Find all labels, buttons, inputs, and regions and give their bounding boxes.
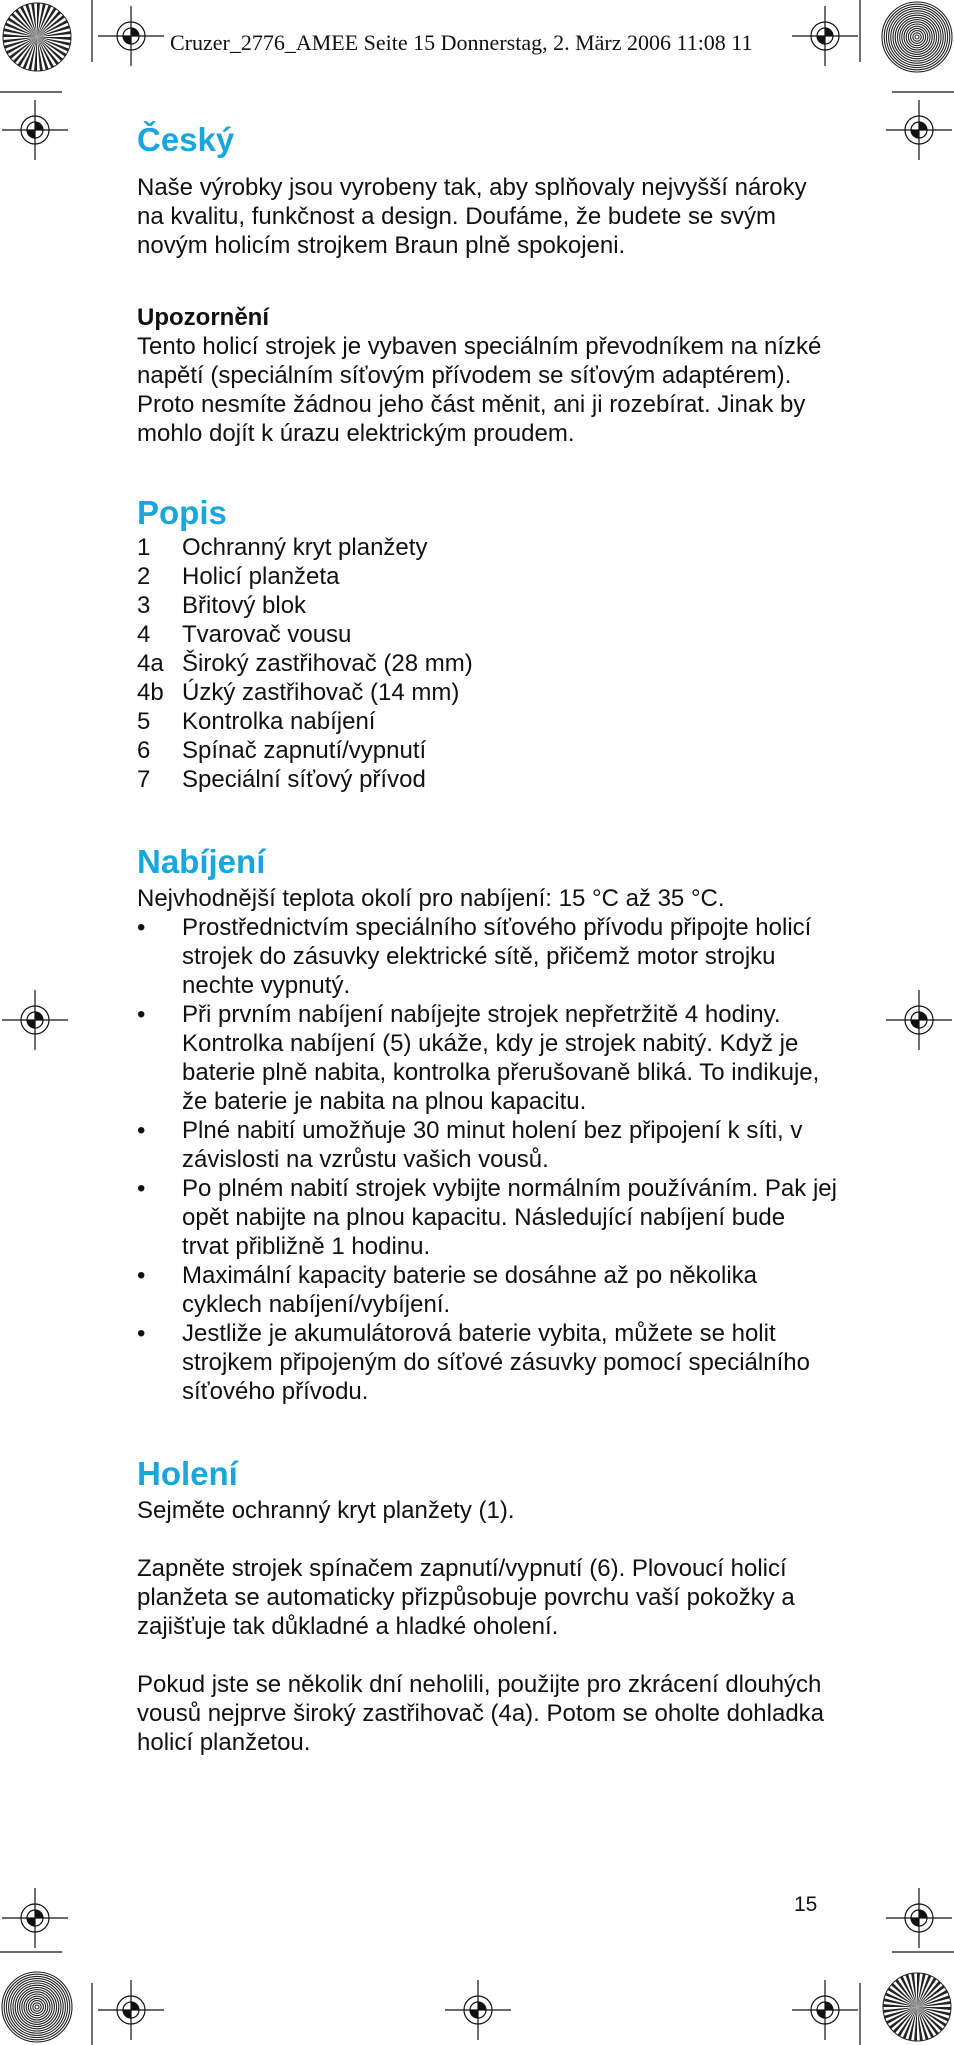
crosshair-mark-right-middle bbox=[884, 990, 954, 1050]
crosshair-mark-bottom-center bbox=[443, 1980, 513, 2040]
section-title-popis: Popis bbox=[137, 494, 227, 531]
section-title-cesky: Český bbox=[137, 121, 235, 158]
item-number: 3 bbox=[137, 592, 151, 619]
item-text: Holicí planžeta bbox=[182, 563, 340, 590]
list-item bbox=[137, 533, 837, 562]
list-item bbox=[137, 562, 837, 591]
crosshair-mark-left-upper bbox=[0, 100, 70, 160]
item-number: 4a bbox=[137, 650, 164, 677]
print-slug-header: Cruzer_2776_AMEE Seite 15 Donnerstag, 2. März 2006 11:08 11 bbox=[170, 30, 753, 55]
charging-intro: Nejvhodnější teplota okolí pro nabíjení: 15 °C až 35 °C. bbox=[137, 885, 725, 912]
shaving-paragraph-2: Zapněte strojek spínačem zapnutí/vypnutí (6). Plovoucí holicí planžeta se automaticky přizpůsobuje povrchu vaší pokožky a zajišťuje tak důkladné a hladké oholení. bbox=[137, 1555, 795, 1640]
item-number: 5 bbox=[137, 708, 151, 735]
crosshair-mark-top-left bbox=[96, 6, 166, 66]
crosshair-mark-left-middle bbox=[0, 990, 70, 1050]
crosshair-mark-right-upper bbox=[884, 100, 954, 160]
charging-bullets bbox=[137, 913, 837, 1406]
shaving-paragraph-1: Sejměte ochranný kryt planžety (1). bbox=[137, 1497, 515, 1524]
list-item: • Maximální kapacity baterie se dosáhne až po několika cyklech nabíjení/vybíjení. bbox=[137, 1261, 837, 1319]
bullet-text: Jestliže je akumulátorová baterie vybita, můžete se holit strojkem připojeným do síťové zásuvky pomocí speciálního síťového přívodu. bbox=[182, 1320, 810, 1405]
item-text: Ochranný kryt planžety bbox=[182, 534, 428, 561]
item-text: Břitový blok bbox=[182, 592, 307, 619]
list-item: • Při prvním nabíjení nabíjejte strojek nepřetržitě 4 hodiny. Kontrolka nabíjení (5) ukáže, kdy je strojek nabitý. Když je baterie plně nabita, kontrolka přerušovaně bliká. To indikuje, že baterie je nabita na plnou kapacitu. bbox=[137, 1000, 837, 1116]
crosshair-mark-right-lower bbox=[884, 1888, 954, 1948]
crosshair-mark-left-lower bbox=[0, 1888, 70, 1948]
crosshair-mark-bottom-right bbox=[790, 1980, 860, 2040]
intro-paragraph: Naše výrobky jsou vyrobeny tak, aby splňovaly nejvyšší nároky na kvalitu, funkčnost a design. Doufáme, že budete se svým novým holicím strojkem Braun plně spokojeni. bbox=[137, 174, 807, 259]
item-number: 4b bbox=[137, 679, 164, 706]
list-item bbox=[137, 649, 837, 678]
list-item bbox=[137, 591, 837, 620]
item-number: 4 bbox=[137, 621, 151, 648]
item-text: Široký zastřihovač (28 mm) bbox=[182, 650, 473, 677]
list-item: • Plné nabití umožňuje 30 minut holení bez připojení k síti, v závislosti na vzrůstu vašich vousů. bbox=[137, 1116, 837, 1174]
shaving-paragraph-3: Pokud jste se několik dní neholili, použijte pro zkrácení dlouhých vousů nejprve široký zastřihovač (4a). Potom se oholte dohladka holicí planžetou. bbox=[137, 1671, 825, 1756]
sunburst-mark-bottom-right bbox=[880, 1970, 954, 2044]
bullet-text: Při prvním nabíjení nabíjejte strojek nepřetržitě 4 hodiny. Kontrolka nabíjení (5) ukáže, kdy je strojek nabitý. Když je baterie plně nabita, kontrolka přerušovaně bliká. To indikuje, že baterie je nabita na plnou kapacitu. bbox=[182, 1001, 820, 1115]
item-number: 6 bbox=[137, 737, 151, 764]
list-item bbox=[137, 765, 837, 794]
list-item bbox=[137, 736, 837, 765]
sunburst-mark-top-left bbox=[0, 0, 74, 74]
crosshair-mark-bottom-left bbox=[96, 1980, 166, 2040]
item-text: Tvarovač vousu bbox=[182, 621, 352, 648]
section-title-holeni: Holení bbox=[137, 1455, 238, 1492]
bullet-text: Prostřednictvím speciálního síťového přívodu připojte holicí strojek do zásuvky elektrické sítě, přičemž motor strojku nechte vypnutý. bbox=[182, 914, 812, 999]
item-number: 2 bbox=[137, 563, 151, 590]
list-item: • Po plném nabití strojek vybijte normálním používáním. Pak jej opět nabijte na plnou kapacitu. Následující nabíjení bude trvat přibližně 1 hodinu. bbox=[137, 1175, 837, 1260]
sunburst-mark-bottom-left bbox=[0, 1970, 74, 2044]
bullet-text: Maximální kapacity baterie se dosáhne až po několika cyklech nabíjení/vybíjení. bbox=[182, 1262, 757, 1318]
item-text: Úzký zastřihovač (14 mm) bbox=[182, 679, 460, 706]
page-content bbox=[137, 120, 837, 1757]
bullet-text: Plné nabití umožňuje 30 minut holení bez připojení k síti, v závislosti na vzrůstu vašich vousů. bbox=[182, 1117, 803, 1173]
sunburst-mark-top-right bbox=[880, 0, 954, 74]
item-text: Spínač zapnutí/vypnutí bbox=[182, 737, 427, 764]
bullet-text: Po plném nabití strojek vybijte normálním používáním. Pak jej opět nabijte na plnou kapacitu. Následující nabíjení bude trvat přibližně 1 hodinu. bbox=[182, 1175, 837, 1260]
section-title-nabijeni: Nabíjení bbox=[137, 843, 266, 880]
warning-paragraph: Tento holicí strojek je vybaven speciálním převodníkem na nízké napětí (speciálním síťovým přívodem se síťovým adaptérem). Proto nesmíte žádnou jeho část měnit, ani ji rozebírat. Jinak by mohlo dojít k úrazu elektrickým proudem. bbox=[137, 333, 822, 447]
item-number: 7 bbox=[137, 766, 151, 793]
list-item bbox=[137, 707, 837, 736]
list-item bbox=[137, 678, 837, 707]
crosshair-mark-top-right bbox=[790, 6, 860, 66]
list-item bbox=[137, 620, 837, 649]
item-text: Speciální síťový přívod bbox=[182, 766, 426, 793]
item-text: Kontrolka nabíjení bbox=[182, 708, 376, 735]
list-item: • Jestliže je akumulátorová baterie vybita, můžete se holit strojkem připojeným do síťové zásuvky pomocí speciálního síťového přívodu. bbox=[137, 1319, 837, 1406]
warning-title: Upozornění bbox=[137, 304, 269, 331]
page-number: 15 bbox=[794, 1893, 818, 1916]
item-number: 1 bbox=[137, 534, 151, 561]
list-item: • Prostřednictvím speciálního síťového přívodu připojte holicí strojek do zásuvky elektrické sítě, přičemž motor strojku nechte vypnutý. bbox=[137, 913, 837, 1000]
parts-list bbox=[137, 533, 837, 794]
